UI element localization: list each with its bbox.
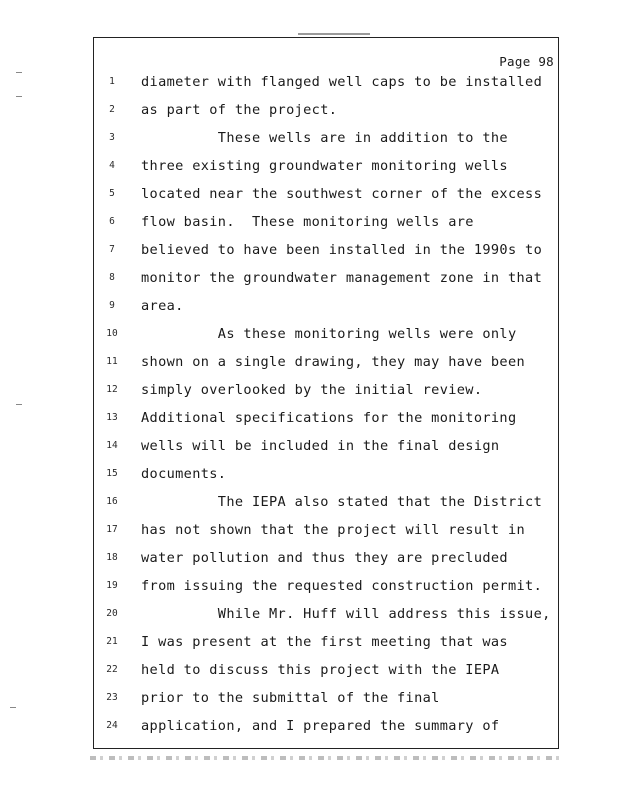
line-number: 13	[106, 412, 118, 423]
transcript-line: These wells are in addition to the	[141, 130, 508, 146]
transcript-line: simply overlooked by the initial review.	[141, 382, 483, 398]
line-number: 16	[106, 496, 118, 507]
line-number: 20	[106, 608, 118, 619]
transcript-line: three existing groundwater monitoring wells	[141, 158, 508, 174]
transcript-line: I was present at the first meeting that was	[141, 634, 508, 650]
transcript-line: shown on a single drawing, they may have been	[141, 354, 526, 370]
scan-artifact-bottom	[90, 756, 560, 760]
line-number: 3	[109, 132, 115, 143]
transcript-line: As these monitoring wells were only	[141, 326, 517, 342]
line-number: 14	[106, 440, 118, 451]
line-number: 6	[109, 216, 115, 227]
margin-mark	[16, 404, 22, 405]
transcript-line: diameter with flanged well caps to be installed	[141, 74, 543, 90]
transcript-line: as part of the project.	[141, 102, 338, 118]
transcript-line: believed to have been installed in the 1990s to	[141, 242, 543, 258]
transcript-line: area.	[141, 298, 184, 314]
scan-artifact-top	[298, 33, 370, 35]
page-number: Page 98	[499, 54, 554, 69]
transcript-line: held to discuss this project with the IEPA	[141, 662, 500, 678]
transcript-line: Additional specifications for the monitoring	[141, 410, 517, 426]
margin-mark	[16, 96, 22, 97]
transcript-line: wells will be included in the final design	[141, 438, 500, 454]
transcript-line: water pollution and thus they are precluded	[141, 550, 508, 566]
line-number: 11	[106, 356, 118, 367]
line-number: 18	[106, 552, 118, 563]
transcript-line: has not shown that the project will result in	[141, 522, 526, 538]
line-number: 1	[109, 76, 115, 87]
line-number: 24	[106, 720, 118, 731]
transcript-line: The IEPA also stated that the District	[141, 494, 543, 510]
transcript-line: prior to the submittal of the final	[141, 690, 440, 706]
line-number: 5	[109, 188, 115, 199]
line-number: 19	[106, 580, 118, 591]
line-number: 2	[109, 104, 115, 115]
line-number: 17	[106, 524, 118, 535]
line-number: 8	[109, 272, 115, 283]
margin-mark	[16, 72, 22, 73]
margin-mark	[10, 707, 16, 708]
line-number: 22	[106, 664, 118, 675]
transcript-line: documents.	[141, 466, 227, 482]
line-number: 10	[106, 328, 118, 339]
transcript-line: from issuing the requested construction permit.	[141, 578, 543, 594]
line-number: 21	[106, 636, 118, 647]
line-number: 15	[106, 468, 118, 479]
transcript-line: While Mr. Huff will address this issue,	[141, 606, 551, 622]
line-number: 9	[109, 300, 115, 311]
line-number: 4	[109, 160, 115, 171]
transcript-line: flow basin. These monitoring wells are	[141, 214, 474, 230]
line-number: 12	[106, 384, 118, 395]
transcript-line: located near the southwest corner of the excess	[141, 186, 543, 202]
transcript-line: monitor the groundwater management zone in that	[141, 270, 543, 286]
line-number: 7	[109, 244, 115, 255]
transcript-line: application, and I prepared the summary of	[141, 718, 500, 734]
line-number: 23	[106, 692, 118, 703]
